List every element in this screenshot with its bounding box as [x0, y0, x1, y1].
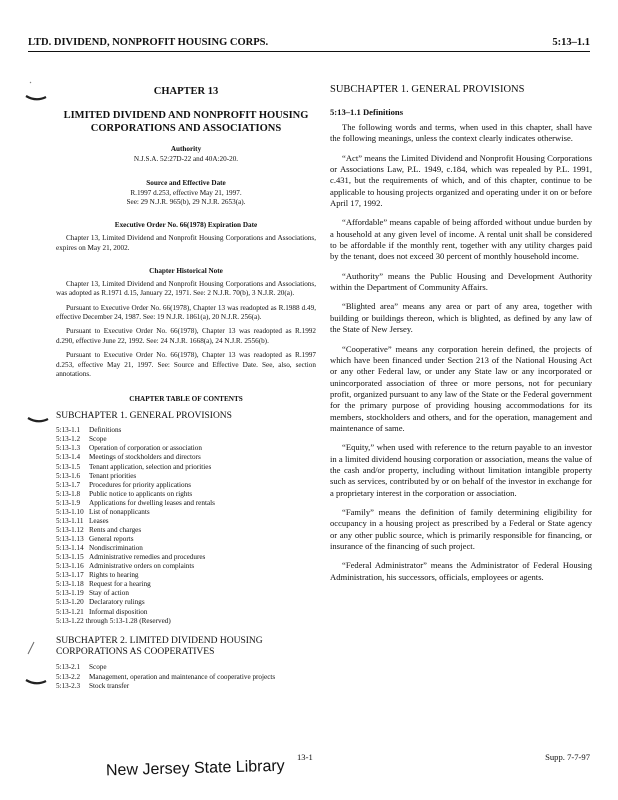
toc-entry-title: Scope: [89, 663, 107, 672]
definition-paragraph: “Federal Administrator” means the Administrator of Federal Housing Administration, his successors, officials, employees or agents.: [330, 560, 592, 582]
margin-mark-bottom: [24, 640, 48, 690]
toc-entry: [56, 598, 316, 607]
toc-entry-number: 5:13-1.5: [56, 462, 81, 471]
toc-entry-title: List of nonapplicants: [89, 507, 150, 516]
toc-entry-number: 5:13-2.2: [56, 672, 81, 681]
toc-list-subchapter-2: [56, 663, 316, 690]
toc-entry: [56, 435, 316, 444]
definition-paragraph: “Blighted area” means any area or part of any area, together with building or buildings thereon, which is blighted, as defined by any law of the State of New Jersey.: [330, 301, 592, 335]
executive-order-heading: Executive Order No. 66(1978) Expiration Date: [114, 221, 258, 230]
subchapter-heading: SUBCHAPTER 1. GENERAL PROVISIONS: [330, 84, 525, 95]
library-stamp: New Jersey State Library: [105, 757, 285, 780]
toc-entry: [56, 453, 316, 462]
toc-entry-number: 5:13-1.15: [56, 553, 84, 562]
toc-entry-number: 5:13-1.9: [56, 498, 81, 507]
supplement-date: Supp. 7-7-97: [545, 752, 590, 762]
margin-mark-middle: [26, 400, 50, 426]
toc-entry: [56, 490, 316, 499]
toc-entry-title: Operation of corporation or association: [89, 444, 202, 453]
toc-entry: [56, 580, 316, 589]
toc-entry: [56, 508, 316, 517]
history-paragraph: Pursuant to Executive Order No. 66(1978), Chapter 13 was readopted as R.1997 d.253, effective May 21, 1997. See: Source and Effective Date. See, also, section annotations.: [56, 351, 316, 378]
toc-entry: [56, 526, 316, 535]
toc-entry-number: 5:13-1.8: [56, 489, 81, 498]
header-section-number: 5:13–1.1: [552, 37, 590, 48]
toc-entry-number: 5:13-1.4: [56, 453, 81, 462]
toc-entry-number: 5:13-1.17: [56, 571, 84, 580]
toc-entry: [56, 535, 316, 544]
header-title: LTD. DIVIDEND, NONPROFIT HOUSING CORPS.: [28, 37, 269, 48]
definition-paragraph: “Act” means the Limited Dividend and Nonprofit Housing Corporations or Associations Law, P.L. 1949, c.184, which was repealed by P.L. 1991, c.431, but the requirements of which, and of this chapter, continue to be applicable to housing projects organized and operating under it on or before April 17, 1992.: [330, 152, 592, 209]
definition-paragraph: “Equity,” when used with reference to the return payable to an investor in a limited dividend housing corporation or association, means the value of the cash and/or property, including without limitation intangible property such as services, contributed by or on behalf of the investor in exchange for a proprietary interest in the corporation or association.: [330, 442, 592, 498]
authority-text: N.J.S.A. 52:27D-22 and 40A:20-20.: [133, 155, 239, 164]
toc-entry-title: Administrative remedies and procedures: [89, 553, 206, 562]
toc-entry-number: 5:13-1.1: [56, 426, 81, 435]
toc-entry-number: 5:13-2.1: [56, 663, 81, 672]
page-number: 13-1: [297, 752, 313, 762]
toc-reserved-range: 5:13-1.22 through 5:13-1.28 (Reserved): [56, 616, 171, 625]
toc-entry: [56, 444, 316, 453]
toc-entry: [56, 553, 316, 562]
left-column: [56, 82, 316, 691]
toc-entry: [56, 571, 316, 580]
toc-entry: [56, 544, 316, 553]
margin-mark-top: [24, 78, 48, 104]
toc-entry-title: Definitions: [89, 426, 122, 435]
toc-entry-title: Leases: [89, 516, 109, 525]
source-line-1: R.1997 d.253, effective May 21, 1997.: [130, 188, 242, 197]
toc-entry-title: Request for a hearing: [89, 580, 151, 589]
toc-entry-number: 5:13-1.10: [56, 507, 84, 516]
toc-entry-title: Public notice to applicants on rights: [89, 489, 193, 498]
toc-entry-number: 5:13-1.7: [56, 480, 81, 489]
toc-entry-number: 5:13-1.20: [56, 598, 84, 607]
toc-entry-title: Stay of action: [89, 589, 129, 598]
toc-entry-title: Rights to hearing: [89, 571, 139, 580]
authority-heading: Authority: [170, 145, 202, 154]
toc-entry-title: Tenant application, selection and priorities: [89, 462, 212, 471]
toc-entry-number: 5:13-1.18: [56, 580, 84, 589]
chapter-title: LIMITED DIVIDEND AND NONPROFIT HOUSING CORPORATIONS AND ASSOCIATIONS: [63, 110, 309, 135]
history-paragraph: Pursuant to Executive Order No. 66(1978), Chapter 13 was readopted as R.1988 d.49, effective December 24, 1987. See: 19 N.J.R. 1861(a), 20 N.J.R. 256(a).: [56, 303, 316, 322]
toc-entry-title: General reports: [89, 535, 134, 544]
toc-entry-number: 5:13-1.13: [56, 535, 84, 544]
toc-entry-title: Procedures for priority applications: [89, 480, 191, 489]
toc-entry: [56, 608, 316, 617]
history-paragraph: Pursuant to Executive Order No. 66(1978), Chapter 13 was readopted as R.1992 d.290, effective June 22, 1992. See: 24 N.J.R. 1668(a), 24 N.J.R. 2556(b).: [56, 327, 316, 345]
history-paragraph: Chapter 13, Limited Dividend and Nonprofit Housing Corporations and Associations, was adopted as R.1971 d.15, January 22, 1971. See: 2 N.J.R. 70(b), 3 N.J.R. 20(a).: [56, 280, 316, 298]
definition-paragraph: “Cooperative” means any corporation herein defined, the projects of which have been financed under Section 213 of the National Housing Act or any other Federal law, or under any State law or any incorporated or unincorporated association of three or more persons, not for pecuniary profit, organized pursuant to any law of the State or the Federal government for the primary purpose of providing housing accommodations for its members, stockholders and others, and for the operation, management and maintenance of same.: [330, 343, 592, 433]
toc-entry: [56, 499, 316, 508]
source-heading: Source and Effective Date: [146, 178, 226, 187]
toc-entry-title: Declaratory rulings: [89, 598, 145, 607]
toc-entry: [56, 517, 316, 526]
chapter-number: CHAPTER 13: [153, 86, 219, 97]
section-heading: 5:13–1.1 Definitions: [330, 107, 404, 117]
definition-paragraph: “Authority” means the Public Housing and Development Authority within the Department of Community Affairs.: [330, 270, 592, 293]
definition-paragraph: The following words and terms, when used in this chapter, shall have the following meanings, unless the context clearly indicates otherwise.: [330, 122, 592, 144]
toc-entry-number: 5:13-1.16: [56, 562, 84, 571]
toc-entry-number: 5:13-1.3: [56, 444, 81, 453]
toc-entry: [56, 663, 316, 672]
toc-entry-number: 5:13-1.11: [56, 516, 84, 525]
toc-entry-title: Informal disposition: [89, 607, 148, 616]
toc-entry: [56, 463, 316, 472]
toc-entry: [56, 481, 316, 490]
toc-subchapter-2: [56, 636, 316, 659]
toc-entry-number: 5:13-1.2: [56, 435, 81, 444]
toc-entry-number: 5:13-2.3: [56, 681, 81, 690]
right-column: [330, 82, 592, 583]
toc-entry: [56, 589, 316, 598]
toc-subchapter-1: SUBCHAPTER 1. GENERAL PROVISIONS: [56, 411, 232, 422]
toc-entry-title: Meetings of stockholders and directors: [89, 453, 201, 462]
definition-paragraph: “Family” means the definition of family determining eligibility for occupancy in a housing project as prescribed by a Federal or State agency or any other public source, which is primarily responsible for financing, or insurance of the financing of such project.: [330, 506, 592, 551]
source-line-2: See: 29 N.J.R. 965(b), 29 N.J.R. 2653(a).: [126, 197, 246, 206]
toc-entry-title: Tenant priorities: [89, 471, 137, 480]
toc-entry-title: Rents and charges: [89, 525, 142, 534]
running-header: [28, 34, 590, 52]
toc-entry-number: 5:13-1.21: [56, 607, 84, 616]
toc-entry-title: Applications for dwelling leases and rentals: [89, 498, 215, 507]
toc-entry-number: 5:13-1.12: [56, 525, 84, 534]
toc-entry-title: Administrative orders on complaints: [89, 562, 195, 571]
definition-paragraph: “Affordable” means capable of being afforded without undue burden by a household at any given level of income. A rental unit shall be considered to be affordable if the monthly rent, together with any utility charges paid by the tenant, does not exceed 30 percent of monthly household income.: [330, 217, 592, 262]
toc-entry: [56, 682, 316, 691]
executive-order-text: Chapter 13, Limited Dividend and Nonprofit Housing Corporations and Associations, expires on May 21, 2002.: [56, 234, 316, 252]
toc-entry-number: 5:13-1.19: [56, 589, 84, 598]
toc-entry-title: Stock transfer: [89, 681, 130, 690]
history-heading: Chapter Historical Note: [149, 267, 223, 276]
toc-entry-number: 5:13-1.14: [56, 544, 84, 553]
toc-heading: CHAPTER TABLE OF CONTENTS: [129, 395, 243, 404]
toc-entry-title: Management, operation and maintenance of cooperative projects: [89, 672, 276, 681]
toc-subchapter-2-label: SUBCHAPTER 2. LIMITED DIVIDEND HOUSING CORPORATIONS AS COOPERATIVES: [56, 635, 263, 658]
toc-entry: [56, 426, 316, 435]
toc-entry: [56, 562, 316, 571]
toc-entry-title: Scope: [89, 435, 107, 444]
toc-list-subchapter-1: [56, 426, 316, 616]
toc-entry: [56, 673, 316, 682]
toc-entry-number: 5:13-1.6: [56, 471, 81, 480]
toc-entry: [56, 472, 316, 481]
toc-entry-title: Nondiscrimination: [89, 544, 143, 553]
